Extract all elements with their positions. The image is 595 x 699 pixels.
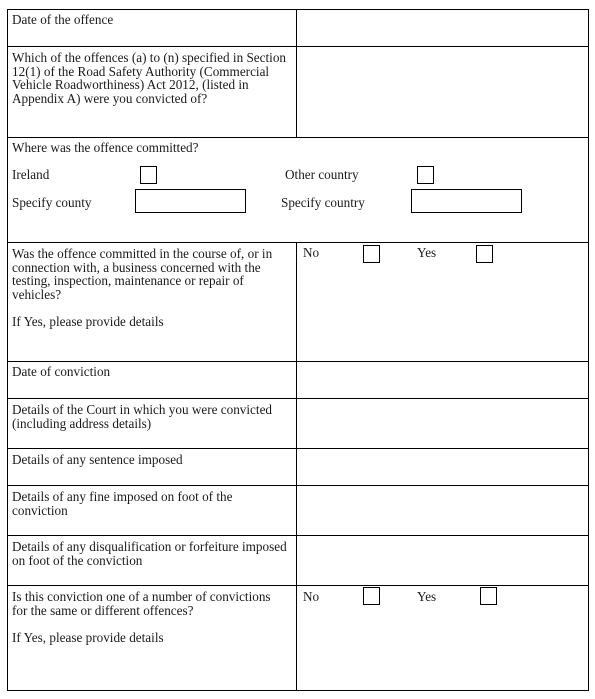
which-offence-label: Which of the offences (a) to (n) specified in Section 12(1) of the Road Safety Authority (Commercial Vehicle Roadworthiness) Act 2012, (listed in Appendix A) were you convicted of? (12, 50, 287, 106)
conviction-details-form (7, 9, 589, 691)
date-of-offence-label: Date of the offence (12, 12, 114, 27)
business-yes-checkbox[interactable] (476, 245, 493, 263)
sentence-label: Details of any sentence imposed (12, 452, 183, 467)
business-no-checkbox[interactable] (363, 245, 380, 263)
multiple-convictions-label: Is this conviction one of a number of convictions for the same or different offences? (12, 589, 271, 618)
row-multiple-convictions (8, 586, 588, 690)
date-of-conviction-label: Date of conviction (12, 364, 111, 379)
row-which-offence (8, 47, 588, 138)
specify-county-label: Specify county (12, 195, 92, 210)
business-connection-label: Was the offence committed in the course of, or in connection with, a business concerned with the testing, inspection, maintenance or repair of vehicles? (12, 246, 273, 302)
business-yes-label: Yes (417, 245, 437, 260)
specify-country-field[interactable] (411, 189, 522, 213)
row-where-committed (8, 138, 588, 243)
business-details-prompt: If Yes, please provide details (12, 314, 164, 330)
specify-country-label: Specify country (281, 195, 365, 210)
column-divider (296, 10, 297, 46)
row-date-of-conviction (8, 362, 588, 399)
row-sentence (8, 449, 588, 486)
ireland-label: Ireland (12, 167, 50, 182)
other-country-label: Other country (285, 167, 359, 182)
court-details-label: Details of the Court in which you were convicted (including address details) (12, 402, 273, 431)
row-disqualification (8, 536, 588, 586)
other-country-checkbox[interactable] (417, 166, 434, 184)
row-fine (8, 486, 588, 536)
column-divider (296, 243, 297, 361)
multiple-no-checkbox[interactable] (363, 587, 380, 605)
specify-county-field[interactable] (135, 189, 246, 213)
business-connection-question (12, 247, 287, 329)
row-business-connection (8, 243, 588, 362)
fine-label: Details of any fine imposed on foot of the conviction (12, 489, 233, 518)
multiple-convictions-question (12, 590, 287, 645)
ireland-checkbox[interactable] (140, 166, 157, 184)
multiple-no-label: No (303, 589, 320, 604)
column-divider (296, 536, 297, 585)
column-divider (296, 362, 297, 398)
column-divider (296, 486, 297, 535)
column-divider (296, 449, 297, 485)
column-divider (296, 586, 297, 690)
row-court-details (8, 399, 588, 449)
column-divider (296, 399, 297, 448)
multiple-yes-label: Yes (417, 589, 437, 604)
business-no-label: No (303, 245, 320, 260)
column-divider (296, 47, 297, 137)
disqualification-label: Details of any disqualification or forfeiture imposed on foot of the conviction (12, 539, 287, 568)
where-committed-label: Where was the offence committed? (12, 140, 199, 155)
multiple-yes-checkbox[interactable] (480, 587, 497, 605)
row-date-of-offence (8, 10, 588, 47)
multiple-details-prompt: If Yes, please provide details (12, 630, 164, 646)
